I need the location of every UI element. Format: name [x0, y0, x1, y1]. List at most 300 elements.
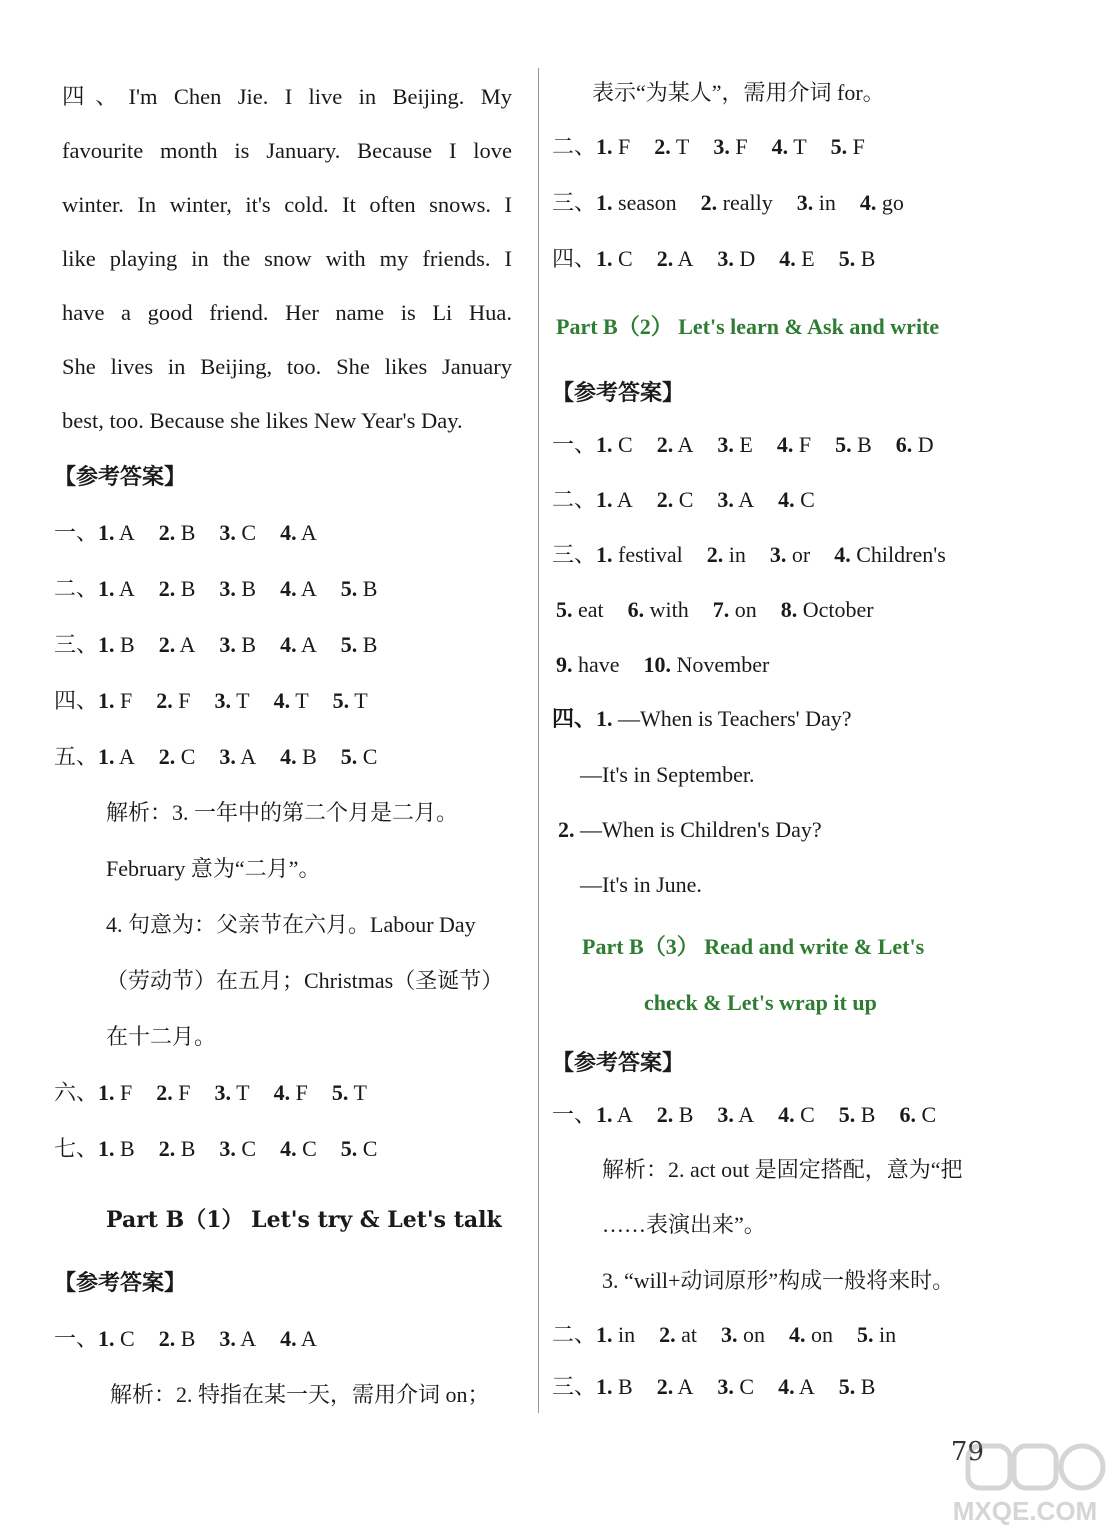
answer-item: [797, 188, 836, 218]
question-number: 四、1.: [552, 706, 619, 731]
answer-item: [596, 1320, 635, 1350]
answer-header: 【参考答案】: [552, 1050, 685, 1076]
answer-item: [280, 1134, 317, 1164]
answer-value: B: [180, 576, 196, 601]
item-number: 2.: [656, 432, 674, 457]
item-number: 3.: [219, 576, 236, 601]
answer-value: November: [676, 652, 770, 677]
answer-value: A: [300, 1326, 317, 1351]
answer-value: C: [302, 1136, 317, 1161]
answer-value: A: [300, 632, 317, 657]
answer-item: [781, 595, 874, 625]
item-number: 3.: [717, 246, 734, 271]
question-number: 二、: [54, 576, 99, 601]
item-number: 5.: [857, 1322, 874, 1347]
answer-value: E: [739, 432, 753, 457]
answer-item: [860, 188, 904, 218]
answer-value: F: [295, 1080, 308, 1105]
item-number: 5.: [556, 597, 573, 622]
watermark-logo: [940, 1440, 1110, 1530]
answer-value: B: [120, 632, 135, 657]
item-number: 3.: [796, 190, 814, 215]
item-number: 7.: [712, 597, 730, 622]
item-number: 1.: [98, 688, 115, 713]
explanation-line: 在十二月。: [106, 1024, 217, 1049]
item-number: 4.: [280, 520, 297, 545]
answer-item: [280, 574, 317, 604]
answer-item: [98, 518, 135, 548]
answer-value: C: [800, 487, 815, 512]
answer-value: A: [677, 1374, 694, 1399]
item-number: 3.: [717, 1102, 734, 1127]
paragraph-line: favourite month is January. Because I love: [62, 138, 512, 163]
answer-value: A: [616, 487, 633, 512]
item-number: 4.: [778, 1374, 795, 1399]
section-title-part-b1: Part B（1） Let's try & Let's talk: [106, 1207, 502, 1233]
answer-row: [552, 244, 875, 274]
answer-value: C: [618, 432, 633, 457]
paragraph-line: like playing in the snow with my friends. I: [62, 246, 512, 271]
answer-item: [159, 1324, 196, 1354]
answer-value: B: [860, 1374, 876, 1399]
answer-row: [54, 518, 317, 548]
answer-value: A: [118, 576, 135, 601]
answer-item: [219, 1324, 256, 1354]
answer-value: T: [295, 688, 309, 713]
answer-item: [98, 574, 135, 604]
question-number: 三、: [552, 542, 597, 567]
item-number: 2.: [156, 1080, 173, 1105]
item-number: 2.: [656, 246, 674, 271]
answer-value: in: [879, 1322, 897, 1347]
answer-value: C: [739, 1374, 755, 1399]
answer-item: [596, 1372, 633, 1402]
answer-header: 【参考答案】: [552, 380, 685, 406]
answer-value: C: [362, 1136, 378, 1161]
answer-item: [596, 1100, 633, 1130]
item-number: 9.: [556, 652, 573, 677]
item-number: 2.: [706, 542, 724, 567]
question-number: 二、: [552, 487, 597, 512]
answer-item: [657, 1100, 694, 1130]
answer-value: A: [240, 744, 257, 769]
item-number: 4.: [776, 432, 794, 457]
item-number: 4.: [789, 1322, 806, 1347]
answer-header: 【参考答案】: [54, 1270, 187, 1296]
answer-value: A: [677, 246, 694, 271]
item-number: 4.: [273, 688, 291, 713]
item-number: 5.: [340, 632, 358, 657]
answer-row: [54, 1078, 367, 1108]
item-number: 1.: [596, 190, 613, 215]
answer-value: B: [860, 246, 876, 271]
answer-value: really: [722, 190, 773, 215]
answer-row: [552, 540, 946, 570]
answer-value: B: [302, 744, 317, 769]
item-number: 4.: [859, 190, 877, 215]
column-divider: [538, 68, 539, 1413]
answer-item: [713, 595, 757, 625]
answer-item: [219, 1134, 256, 1164]
item-number: 5.: [838, 1102, 856, 1127]
item-number: 2.: [158, 744, 176, 769]
answer-item: [596, 540, 683, 570]
question-number: 一、: [54, 520, 99, 545]
item-number: 4.: [778, 487, 795, 512]
item-number: 2.: [700, 190, 718, 215]
answer-item: [219, 518, 256, 548]
answer-item: [707, 540, 746, 570]
section-title-part-b3-continued: check & Let's wrap it up: [644, 990, 877, 1015]
answer-value: October: [802, 597, 874, 622]
explanation-continued: 表示“为某人”，需用介词 for。: [592, 80, 885, 105]
answer-item: [789, 1320, 833, 1350]
answer-value: at: [681, 1322, 698, 1347]
item-number: 1.: [596, 542, 613, 567]
answer-item: [839, 244, 876, 274]
answer-value: A: [738, 487, 755, 512]
question-number: 七、: [54, 1136, 99, 1161]
answer-item: [779, 244, 814, 274]
answer-item: [657, 485, 694, 515]
answer-value: F: [120, 1080, 133, 1105]
item-number: 2.: [158, 1326, 176, 1351]
item-number: 1.: [98, 1326, 115, 1351]
item-number: 4.: [771, 134, 789, 159]
item-number: 10.: [643, 652, 672, 677]
item-number: 1.: [98, 1136, 115, 1161]
answer-item: [717, 485, 754, 515]
question-number: 三、: [552, 1374, 597, 1399]
answer-value: B: [362, 632, 378, 657]
answer-value: in: [728, 542, 746, 567]
answer-item: [657, 1372, 694, 1402]
answer-item: [659, 1320, 697, 1350]
answer-item: [219, 630, 256, 660]
answer-item: [98, 1078, 132, 1108]
item-number: 5.: [332, 688, 350, 713]
answer-value: in: [618, 1322, 636, 1347]
question-number: 五、: [54, 744, 99, 769]
item-number: 1.: [596, 1102, 613, 1127]
paragraph-line: winter. In winter, it's cold. It often snows. I: [62, 192, 512, 217]
answer-item: [835, 430, 872, 460]
item-number: 4.: [280, 1326, 297, 1351]
answer-value: B: [241, 576, 257, 601]
answer-value: F: [735, 134, 748, 159]
answer-item: [159, 518, 196, 548]
answer-value: F: [178, 688, 191, 713]
item-number: 1.: [596, 487, 613, 512]
answer-value: A: [300, 576, 317, 601]
answer-value: F: [120, 688, 133, 713]
item-number: 3.: [219, 632, 236, 657]
answer-value: in: [818, 190, 836, 215]
item-number: 1.: [98, 632, 115, 657]
answer-value: on: [734, 597, 757, 622]
answer-value: A: [738, 1102, 755, 1127]
item-number: 2.: [156, 688, 173, 713]
item-number: 5.: [331, 1080, 349, 1105]
answer-value: C: [678, 487, 694, 512]
dialogue-text: —It's in June.: [580, 872, 702, 897]
item-number: 1.: [596, 1322, 613, 1347]
answer-item: [596, 244, 633, 274]
answer-value: C: [800, 1102, 815, 1127]
item-number: 5.: [340, 744, 358, 769]
answer-item: [341, 630, 378, 660]
question-number: 三、: [54, 632, 99, 657]
answer-item: [596, 188, 677, 218]
item-number: 5.: [838, 1374, 856, 1399]
item-number: 3.: [721, 1322, 738, 1347]
item-number: 1.: [596, 134, 613, 159]
answer-row: [552, 430, 934, 460]
answer-item: [644, 650, 770, 680]
dialogue-text: —It's in September.: [580, 762, 755, 787]
answer-item: [98, 1134, 135, 1164]
item-number: 2.: [659, 1322, 676, 1347]
answer-item: [280, 1324, 317, 1354]
answer-value: A: [616, 1102, 633, 1127]
item-number: 3.: [219, 744, 236, 769]
item-number: 2.: [158, 576, 176, 601]
explanation-line: February 意为“二月”。: [106, 856, 321, 881]
answer-item: [159, 1134, 196, 1164]
answer-value: F: [178, 1080, 191, 1105]
answer-value: C: [241, 1136, 257, 1161]
question-number: 一、: [552, 1102, 597, 1127]
item-number: 3.: [214, 688, 232, 713]
answer-item: [721, 1320, 765, 1350]
answer-value: C: [120, 1326, 135, 1351]
answer-value: festival: [618, 542, 683, 567]
explanation-line: 解析：2. act out 是固定搭配，意为“把: [602, 1157, 963, 1182]
answer-item: [596, 485, 633, 515]
item-number: 3.: [219, 1136, 236, 1161]
item-number: 2.: [654, 134, 671, 159]
answer-value: B: [678, 1102, 694, 1127]
explanation-line: 4. 句意为：父亲节在六月。Labour Day: [106, 912, 476, 937]
answer-row: [556, 650, 769, 680]
item-number: 8.: [780, 597, 798, 622]
item-number: 3.: [717, 487, 734, 512]
answer-item: [280, 742, 317, 772]
answer-item: [717, 244, 755, 274]
answer-value: C: [180, 744, 196, 769]
answer-row: [54, 742, 377, 772]
answer-value: T: [236, 688, 250, 713]
answer-item: [215, 686, 250, 716]
answer-value: B: [241, 632, 257, 657]
item-number: 3.: [214, 1080, 232, 1105]
item-number: 4.: [280, 576, 297, 601]
answer-value: B: [860, 1102, 876, 1127]
answer-item: [772, 132, 807, 162]
item-number: 1.: [596, 246, 613, 271]
answer-row: [54, 1324, 317, 1354]
answer-value: on: [811, 1322, 834, 1347]
answer-value: D: [739, 246, 756, 271]
dialogue-text: —When is Teachers' Day?: [618, 706, 852, 731]
answer-value: A: [798, 1374, 815, 1399]
answer-item: [717, 1100, 754, 1130]
answer-value: E: [801, 246, 815, 271]
answer-value: C: [618, 246, 633, 271]
item-number: 3.: [219, 1326, 236, 1351]
answer-item: [596, 132, 630, 162]
answer-item: [839, 1372, 876, 1402]
answer-item: [778, 485, 815, 515]
answer-value: B: [362, 576, 378, 601]
answer-item: [98, 1324, 135, 1354]
answer-item: [628, 595, 689, 625]
item-number: 2.: [158, 1136, 176, 1161]
item-number: 4.: [779, 246, 796, 271]
answer-row: [54, 1134, 377, 1164]
item-number: 4.: [834, 542, 851, 567]
answer-item: [333, 686, 368, 716]
item-number: 5.: [838, 246, 856, 271]
answer-value: D: [917, 432, 934, 457]
answer-item: [717, 430, 752, 460]
item-number: 3.: [717, 432, 734, 457]
answer-item: [156, 686, 190, 716]
answer-item: [831, 132, 865, 162]
answer-row: [552, 1100, 936, 1130]
answer-row: [54, 574, 377, 604]
dialogue-line: [580, 870, 702, 900]
answer-item: [701, 188, 773, 218]
answer-item: [280, 630, 317, 660]
answer-item: [834, 540, 946, 570]
answer-item: [896, 430, 934, 460]
item-number: 3.: [717, 1374, 734, 1399]
answer-item: [556, 595, 604, 625]
watermark-text: MXQE.COM: [952, 1496, 1098, 1526]
answer-item: [857, 1320, 896, 1350]
answer-value: B: [618, 1374, 633, 1399]
item-number: 4.: [778, 1102, 795, 1127]
item-number: 4.: [280, 744, 297, 769]
answer-value: C: [241, 520, 257, 545]
answer-item: [219, 574, 256, 604]
question-number: 四、: [54, 688, 99, 713]
answer-row: [552, 1320, 896, 1350]
item-number: 2.: [158, 520, 176, 545]
answer-value: season: [618, 190, 677, 215]
question-number: 一、: [54, 1326, 99, 1351]
item-number: 2.: [158, 632, 176, 657]
item-number: 4.: [280, 1136, 297, 1161]
answer-value: Children's: [856, 542, 946, 567]
explanation-line: （劳动节）在五月；Christmas（圣诞节）: [106, 968, 504, 993]
answer-item: [839, 1100, 876, 1130]
item-number: 6.: [895, 432, 913, 457]
answer-item: [778, 1372, 815, 1402]
item-number: 3.: [713, 134, 730, 159]
answer-item: [899, 1100, 936, 1130]
answer-value: T: [236, 1080, 250, 1105]
answer-item: [274, 1078, 308, 1108]
item-number: 4.: [273, 1080, 291, 1105]
answer-item: [159, 630, 196, 660]
answer-row: [552, 485, 815, 515]
answer-value: T: [354, 688, 368, 713]
answer-value: T: [353, 1080, 367, 1105]
answer-header: 【参考答案】: [54, 464, 187, 490]
answer-item: [778, 1100, 815, 1130]
section-title-part-b2: Part B（2） Let's learn & Ask and write: [556, 314, 940, 339]
answer-row: [552, 188, 904, 218]
answer-item: [654, 132, 689, 162]
dialogue-text: —When is Children's Day?: [580, 817, 822, 842]
answer-item: [556, 650, 620, 680]
answer-item: [332, 1078, 367, 1108]
answer-row: [552, 1372, 875, 1402]
section-title-part-b3: Part B（3） Read and write & Let's: [582, 934, 925, 959]
answer-item: [274, 686, 309, 716]
item-number: 5.: [340, 576, 358, 601]
item-number: 2.: [656, 1374, 674, 1399]
item-number: 1.: [596, 1374, 613, 1399]
answer-value: T: [675, 134, 690, 159]
item-number: 1.: [98, 576, 115, 601]
answer-value: F: [798, 432, 812, 457]
item-number: 1.: [98, 744, 115, 769]
answer-item: [159, 574, 196, 604]
answer-item: [777, 430, 811, 460]
answer-item: [341, 574, 378, 604]
item-number: 1.: [596, 432, 613, 457]
question-number: 六、: [54, 1080, 99, 1105]
answer-value: go: [881, 190, 904, 215]
explanation-line: 解析：2. 特指在某一天，需用介词 on；: [110, 1382, 490, 1407]
answer-row: [552, 132, 865, 162]
explanation-line: 3. “will+动词原形”构成一般将来时。: [602, 1268, 955, 1293]
answer-value: C: [362, 744, 378, 769]
answer-item: [98, 686, 132, 716]
answer-row: [556, 595, 874, 625]
answer-value: A: [240, 1326, 257, 1351]
question-number: 二、: [552, 1322, 597, 1347]
answer-item: [159, 742, 196, 772]
answer-value: B: [180, 520, 196, 545]
answer-item: [657, 244, 694, 274]
item-number: 2.: [656, 487, 674, 512]
answer-value: B: [120, 1136, 135, 1161]
question-number: 2.: [558, 817, 580, 842]
item-number: 3.: [769, 542, 787, 567]
item-number: 6.: [627, 597, 645, 622]
item-number: 3.: [219, 520, 236, 545]
item-number: 4.: [280, 632, 297, 657]
answer-value: A: [179, 632, 196, 657]
item-number: 5.: [830, 134, 848, 159]
page-number: 79: [950, 1437, 984, 1467]
answer-item: [98, 630, 135, 660]
answer-value: C: [921, 1102, 937, 1127]
explanation-line: ……表演出来”。: [602, 1212, 766, 1237]
answer-value: T: [793, 134, 807, 159]
dialogue-line: [580, 760, 754, 790]
dialogue-line: [552, 704, 852, 734]
answer-value: A: [118, 744, 135, 769]
dialogue-line: [558, 815, 822, 845]
answer-item: [657, 430, 694, 460]
answer-value: or: [791, 542, 811, 567]
answer-value: A: [118, 520, 135, 545]
